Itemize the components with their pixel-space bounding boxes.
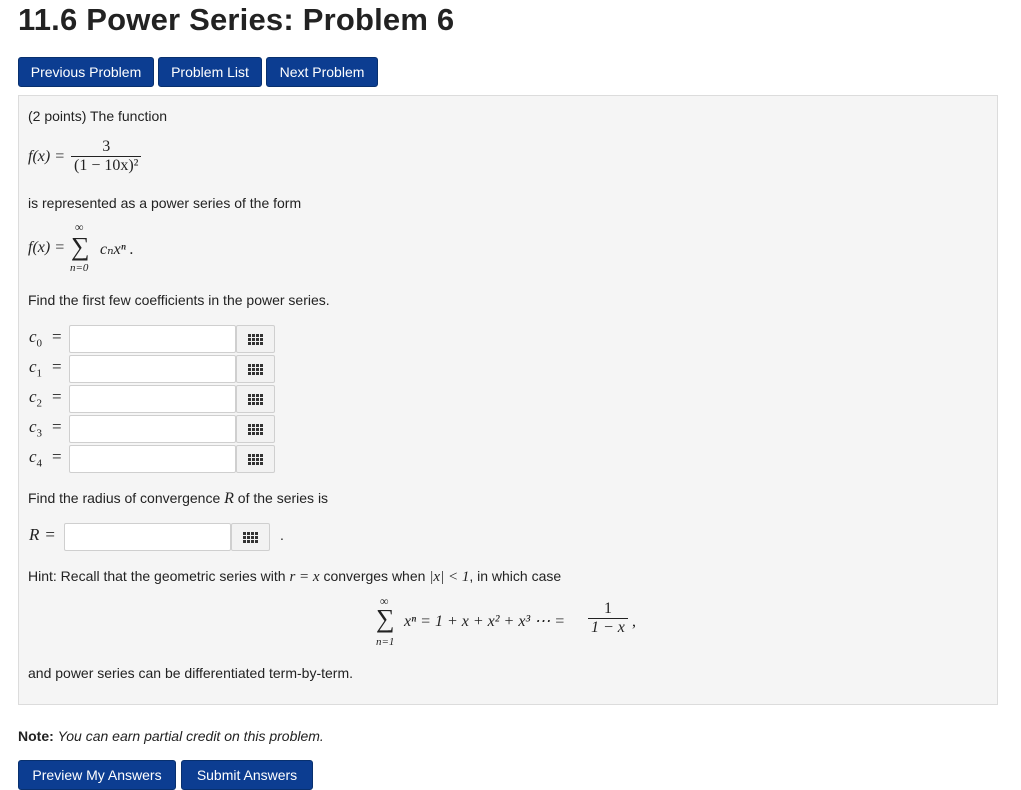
radius-row [29,523,319,551]
sigma-symbol: ∑ [376,604,395,633]
c4-answer-input[interactable] [69,445,236,473]
geo-lower-limit: n=1 [376,636,395,648]
radius-label: R = [29,525,55,544]
hint-text: Hint: Recall that the geometric series with r = x converges when |x| < 1, in which case [28,568,562,585]
c0-equation-editor-button[interactable] [236,325,275,353]
coefficient-row-1 [29,355,299,383]
series-term: cₙxⁿ . [100,241,134,258]
geo-term: xⁿ = 1 + x + x² + x³ ⋯ = [404,613,566,630]
coefficient-label: $c_0$ = [29,327,62,350]
function-formula [28,138,141,175]
c2-answer-input[interactable] [69,385,236,413]
radius-question: Find the radius of convergence R of the series is [28,490,329,507]
closing-text: and power series can be differentiated term-by-term. [28,665,354,681]
function-fraction [71,138,141,175]
c0-answer-input[interactable] [69,325,236,353]
c1-answer-input[interactable] [69,355,236,383]
c1-equation-editor-button[interactable] [236,355,275,383]
coefficient-row-0 [29,325,299,353]
grid-icon [243,532,258,543]
series-lhs: f(x) = [28,239,65,256]
geo-upper-limit: ∞ [380,594,389,608]
function-denominator: (1 − 10x)² [71,156,141,175]
geometric-series-formula [374,596,654,652]
coefficient-row-4 [29,445,299,473]
coefficient-label: $c_2$ = [29,387,62,410]
radius-answer-input[interactable] [64,523,231,551]
series-lower-limit: n=0 [70,262,89,274]
coefficient-row-3 [29,415,299,443]
coefficient-label: $c_3$ = [29,417,62,440]
geo-fraction [588,600,628,637]
page-title: 11.6 Power Series: Problem 6 [18,2,455,37]
c3-answer-input[interactable] [69,415,236,443]
problem-intro: (2 points) The function [28,108,168,124]
c2-equation-editor-button[interactable] [236,385,275,413]
submit-answers-button[interactable]: Submit Answers [181,760,313,790]
represented-text: is represented as a power series of the form [28,195,302,211]
geo-comma: , [632,613,636,630]
radius-equation-editor-button[interactable] [231,523,270,551]
coefficient-label: $c_1$ = [29,357,62,380]
find-coefficients-text: Find the first few coefficients in the power series. [28,292,330,308]
geo-numerator: 1 [603,600,612,617]
series-upper-limit: ∞ [75,220,84,234]
coefficient-row-2 [29,385,299,413]
preview-answers-button[interactable]: Preview My Answers [18,760,176,790]
grid-icon [248,394,263,405]
grid-icon [248,364,263,375]
grid-icon [248,454,263,465]
grid-icon [248,424,263,435]
c4-equation-editor-button[interactable] [236,445,275,473]
next-problem-button[interactable]: Next Problem [266,57,378,87]
problem-list-button[interactable]: Problem List [158,57,262,87]
sigma-symbol: ∑ [71,232,90,261]
geo-denominator: 1 − x [588,618,628,637]
grid-icon [248,334,263,345]
partial-credit-note: Note: You can earn partial credit on this problem. [18,728,324,744]
coefficient-label: $c_4$ = [29,447,62,470]
function-numerator: 3 [102,138,111,155]
function-lhs: f(x) = [28,147,65,165]
problem-panel [18,95,998,705]
c3-equation-editor-button[interactable] [236,415,275,443]
previous-problem-button[interactable]: Previous Problem [18,57,154,87]
radius-period: . [280,527,284,543]
